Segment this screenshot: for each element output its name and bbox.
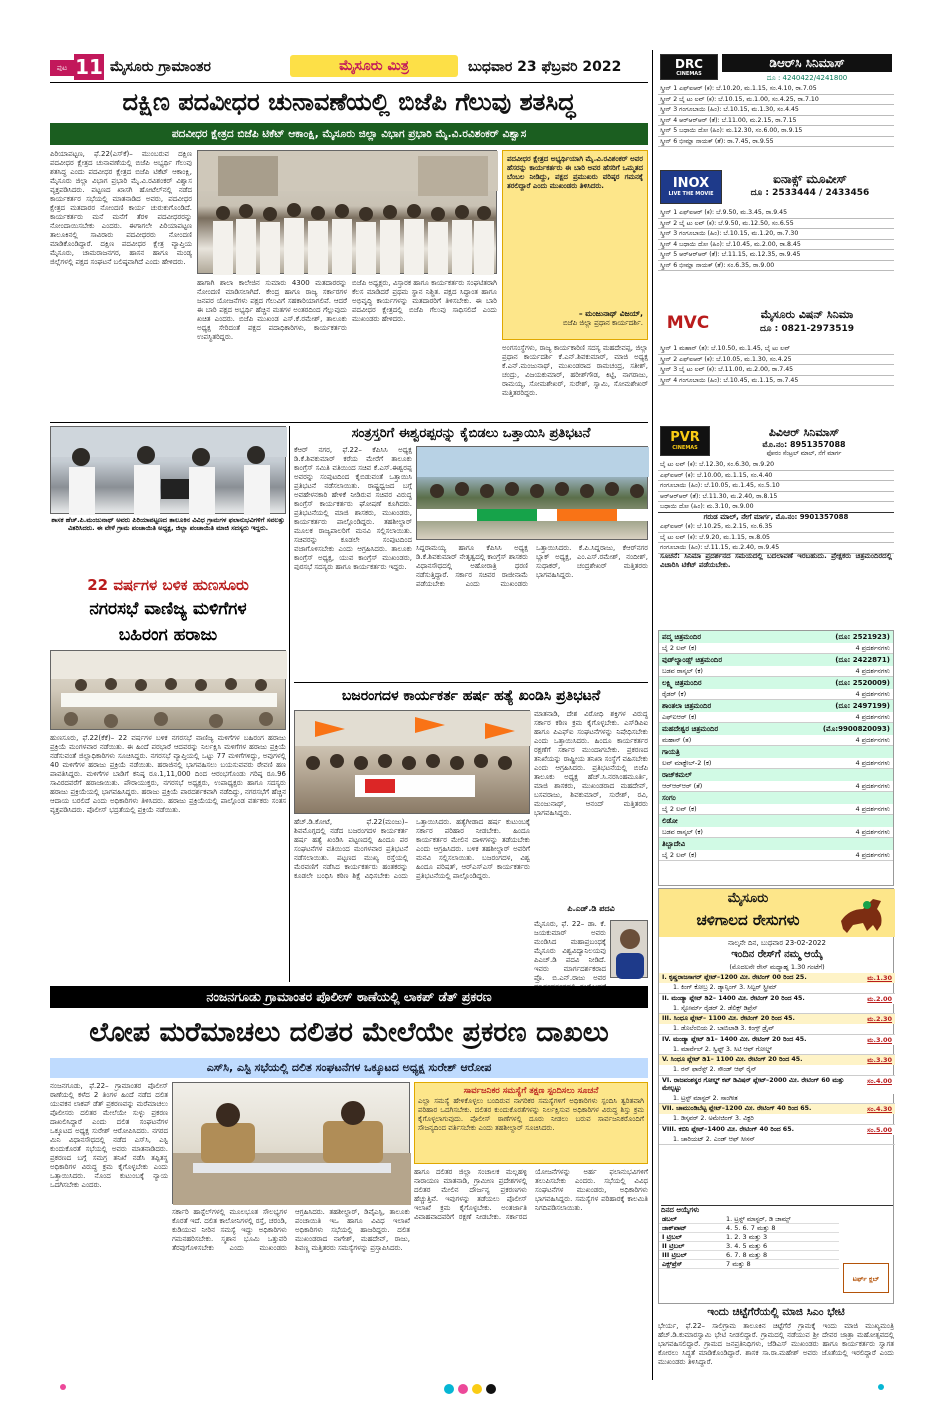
mvc-show-3: ಸ್ಕ್ರೀನ್ 3 ಬೈ ಟು ಲವ್ (ಕ): ಬೆ.11.00, ಮ.2.00, ರಾ.7.45 (658, 365, 894, 376)
race-title-row (659, 1055, 895, 1065)
lead-bottom-rule (50, 422, 648, 423)
lockup-body-left: ನಂಜನಗೂಡು, ಫೆ.22– ಗ್ರಾಮಾಂತರ ಪೊಲೀಸ್ ಠಾಣೆಯಲ್ಲಿ ಕಳೆದ 2 ತಿಂಗಳ ಹಿಂದೆ ನಡೆದ ದಲಿತ ಯುವಕನ ಲಾಕಪ್ ಡೆತ್ ಪ್ರಕರಣವನ್ನು ಮರೆಮಾಚಲು ಪೊಲೀಸರು ದಲಿತರ ಮೇಲೆಯೇ ಸುಳ್ಳು ಪ್ರಕರಣ ದಾಖಲಿಸಿದ್ದಾರೆ ಎಂದು ದಲಿತ ಸಂಘಟನೆಗಳ ಒಕ್ಕೂಟದ ಅಧ್ಯಕ್ಷ ಸುರೇಶ್ ಆರೋಪಿಸಿದರು. ನಗರದ ಮಿನಿ ವಿಧಾನಸೌಧದಲ್ಲಿ ನಡೆದ ಎಸ್‌ಸಿ, ಎಸ್ಟಿ ಕುಂದುಕೊರತೆ ಸಭೆಯಲ್ಲಿ ಅವರು ಮಾತನಾಡಿದರು. ಪ್ರಕರಣದ ಬಗ್ಗೆ ಸಮಗ್ರ ತನಿಖೆ ನಡೆಸಿ ತಪ್ಪಿತಸ್ಥ ಅಧಿಕಾರಿಗಳ ವಿರುದ್ಧ ಕ್ರಮ ಕೈಗೊಳ್ಳಬೇಕು ಎಂದು ಒತ್ತಾಯಿಸಿದರು. ನೊಂದ ಕುಟುಂಬಕ್ಕೆ ನ್ಯಾಯ ಒದಗಿಸಬೇಕು ಎಂದರು. (50, 1082, 168, 1189)
meeting-photo-graphic (51, 651, 287, 731)
page-number: 11 (75, 55, 103, 79)
mvc-logo: MVC (666, 313, 710, 333)
theatre-film: ಆರ್‌ಆರ್‌ಆರ್ (ತೆ) (662, 782, 703, 790)
inox-show-2: ಸ್ಕ್ರೀನ್ 2 ಬೈ ಟು ಲವ್ (ಕ): ಬೆ.9.50, ಮ.12.50, ಸಂ.6.55 (658, 219, 894, 230)
protest2-photo (294, 710, 530, 814)
protest2-body: ಹೆಚ್.ಡಿ.ಕೋಟೆ, ಫೆ.22(ಮಂಜು)– ಶಿವಮೊಗ್ಗದಲ್ಲಿ ನಡೆದ ಬಜರಂಗದಳ ಕಾರ್ಯಕರ್ತ ಹರ್ಷ ಹತ್ಯೆ ಖಂಡಿಸಿ ಪಟ್ಟಣದಲ್ಲಿ ಹಿಂದೂ ಪರ ಸಂಘಟನೆಗಳ ವತಿಯಿಂದ ಮಂಗಳವಾರ ಪ್ರತಿಭಟನೆ ನಡೆಸಲಾಯಿತು. ಪಟ್ಟಣದ ಮುಖ್ಯ ರಸ್ತೆಯಲ್ಲಿ ಮೆರವಣಿಗೆ ನಡೆಸಿದ ಕಾರ್ಯಕರ್ತರು ಹಂತಕರನ್ನು ಕೂಡಲೇ ಬಂಧಿಸಿ ಕಠಿಣ ಶಿಕ್ಷೆ ವಿಧಿಸಬೇಕು ಎಂದು ಒತ್ತಾಯಿಸಿದರು. ಹತ್ಯೆಗೀಡಾದ ಹರ್ಷ ಕುಟುಂಬಕ್ಕೆ ಸರ್ಕಾರ ಪರಿಹಾರ ನೀಡಬೇಕು. ಹಿಂದೂ ಕಾರ್ಯಕರ್ತರ ಮೇಲಿನ ದಾಳಿಗಳನ್ನು ತಡೆಯಬೇಕು ಎಂದು ಆಗ್ರಹಿಸಿದರು. ಬಳಿಕ ತಹಶೀಲ್ದಾರ್ ಅವರಿಗೆ ಮನವಿ ಸಲ್ಲಿಸಲಾಯಿತು. ಬಜರಂಗದಳ, ವಿಶ್ವ ಹಿಂದೂ ಪರಿಷತ್, ಆರ್‌ಎಸ್‌ಎಸ್ ಕಾರ್ಯಕರ್ತರು ಪ್ರತಿಭಟನೆಯಲ್ಲಿ ಪಾಲ್ಗೊಂಡಿದ್ದರು. (294, 818, 530, 880)
lead-body-mid: ಹಾಗಾಗಿ ಶಾಲಾ ಕಾಲೇಜಿನ ಸುಮಾರು 4300 ಮತದಾರರನ್ನು ನೋಂದಣಿ ಮಾಡಿಸಲಾಗಿದೆ. ಕೇಂದ್ರ ಹಾಗೂ ರಾಜ್ಯ ಸರ್ಕಾರಗಳ ಜನಪರ ಯೋಜನೆಗಳು ಪಕ್ಷದ ಗೆಲುವಿಗೆ ಸಹಕಾರಿಯಾಗಲಿವೆ. ಆದರೆ ಈ ಬಾರಿ ಪಕ್ಷದ ಅಭ್ಯರ್ಥಿ ಹೆಚ್ಚಿನ ಮತಗಳ ಅಂತರದಿಂದ ಗೆಲ್ಲುವುದು ಖಚಿತ ಎಂದರು. ಬಿಜೆಪಿ ಮುಖಂಡ ಎಸ್.ಕೆ.ರಮೇಶ್, ತಾಲೂಕು ಅಧ್ಯಕ್ಷ ಸೇರಿದಂತೆ ಪಕ್ಷದ ಪದಾಧಿಕಾರಿಗಳು, ಕಾರ್ಯಕರ್ತರು ಉಪಸ್ಥಿತರಿದ್ದರು. (197, 279, 347, 341)
race-title-row (659, 973, 895, 983)
theatre-film: ಬೈ 2 ಲವ್ (ಕ) (662, 805, 697, 813)
theatre-film-row (659, 643, 893, 654)
theatre-shows: 4 ಪ್ರದರ್ಶನಗಳು (855, 736, 890, 744)
race-tips: 1. ಡಿಸ್ಕವರ್ 2. ಅಮೇಜಿಂಗ್ 3. ವಿಕ್ಟರಿ (659, 1114, 895, 1125)
pvr-block (658, 422, 894, 588)
theatre-shows: 4 ಪ್ರದರ್ಶನಗಳು (855, 759, 890, 767)
race-title: V. ಸಿಂಧೂ ಪ್ಲೇಟ್ ಡಿ1– 1100 ಮೀ. ರೇಟಿಂಗ್ 20 ರಿಂದ 45. (662, 1056, 803, 1063)
theatre-phone: (ದೂ: 2422871) (835, 656, 890, 664)
theatre-film-row (659, 827, 893, 838)
theatre-name-row (659, 746, 893, 758)
left-column-rule (289, 426, 290, 982)
theatre-name: ಲಕ್ಷ್ಮಿ ಚಿತ್ರಮಂದಿರ (662, 679, 702, 687)
pvr2-showtimes (658, 522, 894, 554)
lead-headline: ದಕ್ಷಿಣ ಪದವೀಧರ ಚುನಾವಣೆಯಲ್ಲಿ ಬಿಜೆಪಿ ಗೆಲುವು ಶತಸಿದ್ಧ (122, 88, 576, 116)
mvc-show-1: ಸ್ಕ್ರೀನ್ 1 ಮಹಾನ್ (ತ): ಬೆ.10.50, ಮ.1.45, ಬೈ ಟು ಲವ್ (658, 344, 894, 355)
registration-mark-yellow (472, 1384, 482, 1394)
tote-value: 7 ಮತ್ತು 8 (726, 1260, 751, 1268)
lockup-kicker: ನಂಜನಗೂಡು ಗ್ರಾಮಾಂತರ ಪೊಲೀಸ್ ಠಾಣೆಯಲ್ಲಿ ಲಾಕಪ್ ಡೆತ್ ಪ್ರಕರಣ (50, 986, 648, 1008)
theatre-film-row (659, 689, 893, 700)
drc-show-4: ಸ್ಕ್ರೀನ್ 4 ಆರ್‌ಆರ್‌ಆರ್ (ತೆ): ಬೆ.11.00, ಮ.2.15, ರಾ.7.15 (658, 116, 894, 127)
theatre-film: ಬೈ 2 ಲವ್ (ಕ) (662, 851, 697, 859)
hunsur-photo (50, 650, 286, 730)
cinema-notice: ಸೂಚನೆ: ಸಿನಿಮಾ ಪ್ರದರ್ಶನದ ಸಮಯದಲ್ಲಿ ಬದಲಾವಣೆ ಇರಬಹುದು. ಪ್ರೇಕ್ಷಕರು ಚಿತ್ರಮಂದಿರದಲ್ಲಿ ವಿಚಾರಿಸಿ ಟಿಕೆಟ್ ಪಡೆಯಬೇಕು. (660, 552, 892, 569)
drc-block (658, 52, 894, 166)
mvc-phone: ದೂ : 0821-2973519 (759, 324, 855, 334)
protest1-body: ಕೆಆರ್ ನಗರ, ಫೆ.22– ಕೆಪಿಸಿಸಿ ಅಧ್ಯಕ್ಷ ಡಿ.ಕೆ.ಶಿವಕುಮಾರ್ ಕರೆಯ ಮೇರೆಗೆ ತಾಲೂಕು ಕಾಂಗ್ರೆಸ್ ಸಮಿತಿ ವತಿಯಿಂದ ಸಚಿವ ಕೆ.ಎಸ್.ಈಶ್ವರಪ್ಪ ಅವರನ್ನು ಸಂಪುಟದಿಂದ ಕೈಬಿಡುವಂತೆ ಒತ್ತಾಯಿಸಿ ಪ್ರತಿಭಟನೆ ನಡೆಸಲಾಯಿತು. ರಾಷ್ಟ್ರಧ್ವಜದ ಬಗ್ಗೆ ಅವಹೇಳನಕಾರಿ ಹೇಳಿಕೆ ನೀಡಿರುವ ಸಚಿವರ ವಿರುದ್ಧ ಕಾಂಗ್ರೆಸ್ ಕಾರ್ಯಕರ್ತರು ಘೋಷಣೆ ಕೂಗಿದರು. ಪ್ರತಿಭಟನೆಯಲ್ಲಿ ಮಾಜಿ ಶಾಸಕರು, ಮುಖಂಡರು, ಕಾರ್ಯಕರ್ತರು ಪಾಲ್ಗೊಂಡಿದ್ದರು. ತಹಶೀಲ್ದಾರ್ ಮೂಲಕ ರಾಜ್ಯಪಾಲರಿಗೆ ಮನವಿ ಸಲ್ಲಿಸಲಾಯಿತು. ಸಚಿವರನ್ನು ಕೂಡಲೇ ಸಂಪುಟದಿಂದ ವಜಾಗೊಳಿಸಬೇಕು ಎಂದು ಆಗ್ರಹಿಸಿದರು. ತಾಲೂಕು ಕಾಂಗ್ರೆಸ್ ಅಧ್ಯಕ್ಷ, ಯುವ ಕಾಂಗ್ರೆಸ್ ಮುಖಂಡರು, ಪುರಸಭೆ ಸದಸ್ಯರು ಹಾಗೂ ಕಾರ್ಯಕರ್ತರು ಇದ್ದರು. (294, 446, 412, 571)
registration-mark-left (60, 1384, 66, 1390)
theatre-name: ಗಾಯತ್ರಿ (662, 748, 680, 756)
mvc-show-4: ಸ್ಕ್ರೀನ್ 4 ಗಂಗೂಬಾಯಿ (ಹಿಂ): ಬೆ.10.45, ಮ.1.15, ರಾ.7.45 (658, 376, 894, 387)
theatre-shows: 4 ಪ್ರದರ್ಶನಗಳು (855, 782, 890, 790)
drc-show-6: ಸ್ಕ್ರೀನ್ 6 ಭೀಮ್ಲಾ ನಾಯಕ್ (ತೆ): ರಾ.7.45, ರಾ.9.55 (658, 137, 894, 148)
theatre-shows: 4 ಪ್ರದರ್ಶನಗಳು (855, 667, 890, 675)
race-title-row (659, 994, 895, 1004)
lead-quote-designation: ಬಿಜೆಪಿ ಜಿಲ್ಲಾ ಪ್ರಧಾನ ಕಾರ್ಯದರ್ಶಿ. (562, 319, 643, 327)
theatre-name: ಪದ್ಮ ಚಿತ್ರಮಂದಿರ (662, 633, 702, 641)
racing-title-2: ಚಳಿಗಾಲದ ರೇಸುಗಳು (696, 911, 800, 929)
race-tips: 1. ಡೊಲೆಂಬಿಯ 2. ಬಾಬಿಲಾಡಿ 3. ಕಿಂಗ್ಸ್ ಡ್ರೈವ್ (659, 1024, 895, 1035)
theatre-rows (659, 631, 893, 861)
theatre-film-row (659, 666, 893, 677)
theatre-film-row (659, 781, 893, 792)
theatre-film-row (659, 804, 893, 815)
theatre-name-row (659, 838, 893, 850)
pvr2-show-2: ಬೈ ಟು ಲವ್ (ಕ): ಬೆ.9.20, ಮ.1.15, ರಾ.8.05 (658, 533, 894, 544)
pvr-show-5: ಬಧಾಯಿ ದೋ (ಹಿಂ): ಮ.3.10, ರಾ.9.00 (658, 502, 894, 513)
theatre-name-row (659, 631, 893, 643)
tote-row (659, 1224, 839, 1233)
race-title-row (659, 1104, 895, 1114)
tote-key: ಜಾಕ್‌ಪಾಟ್ (662, 1224, 687, 1232)
theatre-shows: 4 ಪ್ರದರ್ಶನಗಳು (855, 690, 890, 698)
race-title: II. ಮಂಡ್ಯಾ ಪ್ಲೇಟ್ ಡಿ2– 1400 ಮೀ. ರೇಟಿಂಗ್ 20 ರಿಂದ 45. (662, 994, 805, 1002)
lockup-quote-title: ಸಾರ್ವಜನಿಕರ ಸಮಸ್ಯೆಗೆ ತಕ್ಷಣ ಸ್ಪಂದಿಸಲು ಸೂಚನೆ (463, 1086, 599, 1096)
tote-value: 1. ಟ್ರಸ್ಟ್ ಮಾಸ್ಟರ್, ಡಿ ಜಾಮ್ಸ್ (726, 1215, 791, 1223)
racing-tips-title: ಇಂದಿನ ರೇಸ್‌ಗೆ ನಮ್ಮ ಆಯ್ಕೆ (731, 949, 823, 960)
tote-row (659, 1260, 839, 1269)
race-time: ಸಂ.4.00 (867, 1076, 892, 1085)
theatre-film: ಲವ್ ಮಾಕ್ಟೇಲ್-2 (ಕ) (662, 759, 712, 767)
theatre-name-row (659, 677, 893, 689)
tote-value: 1. 2. 3 ಮತ್ತು 3 (726, 1233, 768, 1241)
drc-logo: DRC CINEMAS (660, 54, 718, 80)
pvr2-show-3: ಗಂಗೂಬಾಯಿ (ಹಿಂ): ಬೆ.11.15, ಮ.2.40, ರಾ.9.45 (658, 543, 894, 554)
handover-caption: ಶಾಸಕ ಹೆಚ್.ಪಿ.ಮಂಜುನಾಥ್ ಅವರು ಪಿರಿಯಾಪಟ್ಟಣದ ತಾಲೂಕಿನ ವಿವಿಧ ಗ್ರಾಮಗಳ ಫಲಾನುಭವಿಗಳಿಗೆ ಸವಲತ್ತು ವಿತರಿಸಿದರು. ಈ ವೇಳೆ ಗ್ರಾಮ ಪಂಚಾಯಿತಿ ಅಧ್ಯಕ್ಷ, ಜಿಲ್ಲಾ ಪಂಚಾಯಿತಿ ಮಾಜಿ ಸದಸ್ಯರು ಇದ್ದರು. (51, 516, 285, 532)
mvc-show-2: ಸ್ಕ್ರೀನ್ 2 ಎಫ್‌ಐಆರ್ (ಕ): ಬೆ.10.05, ಮ.1.30, ಸಂ.4.25 (658, 355, 894, 366)
tote-key: ಎಕ್ಸ್‌ಪ್ರೆಸ್ (662, 1260, 683, 1268)
turf-club-stamp: ಟರ್ಫ್ ಕ್ಲಬ್ (843, 1263, 889, 1293)
tote-key: II ಟ್ರಿಬಲ್ (662, 1242, 685, 1250)
tote-row (659, 1233, 839, 1242)
theatre-name: ವುಡ್‌ಲ್ಯಾಂಡ್ಸ್ ಚಿತ್ರಮಂದಿರ (662, 656, 723, 664)
theatre-film-row (659, 850, 893, 861)
theatre-phone: (ದೂ: 2520009) (835, 679, 890, 687)
section-name: ಮೈಸೂರು ಗ್ರಾಮಾಂತರ (110, 59, 211, 75)
theatre-name-row (659, 700, 893, 712)
lockup-quote-body: ಎಲ್ಲಾ ಸಮಸ್ಯೆ ಹೇಳಿಕೊಳ್ಳಲು ಬಂದಿರುವ ನಾಗರಿಕರ ಸಮಸ್ಯೆಗಳಿಗೆ ಅಧಿಕಾರಿಗಳು ಸ್ಪಂದಿಸಿ ತ್ವರಿತವಾಗಿ ಪರಿಹಾರ ಒದಗಿಸಬೇಕು. ದಲಿತರ ಕುಂದುಕೊರತೆಗಳನ್ನು ನಿರ್ಲಕ್ಷಿಸುವ ಅಧಿಕಾರಿಗಳ ವಿರುದ್ಧ ಶಿಸ್ತು ಕ್ರಮ ಕೈಗೊಳ್ಳಲಾಗುವುದು. ಪೊಲೀಸ್ ಠಾಣೆಗಳಲ್ಲಿ ದೂರು ನೀಡಲು ಬರುವ ಸಾರ್ವಜನಿಕರೊಂದಿಗೆ ಸೌಜನ್ಯದಿಂದ ವರ್ತಿಸಬೇಕು ಎಂದು ತಹಶೀಲ್ದಾರ್ ಸೂಚಿಸಿದರು. (418, 1097, 644, 1132)
theatre-name: ಮಹದೇಶ್ವರ ಚಿತ್ರಮಂದಿರ (662, 725, 719, 733)
race-time: ಮ.3.30 (867, 1056, 892, 1064)
theatre-film-row (659, 712, 893, 723)
hunsur-kicker: 22 ವರ್ಷಗಳ ಬಳಿಕ ಹುಣಸೂರು (87, 576, 249, 594)
lead-photo (197, 150, 497, 274)
mvc-block (658, 304, 894, 420)
racing-start: (ಮೊದಲನೇ ರೇಸ್ ಮಧ್ಯಾಹ್ನ 1.30 ಗಂಟೆಗೆ) (729, 963, 825, 971)
handover-photo-graphic (51, 427, 287, 515)
theatre-list (658, 630, 894, 886)
tote-row (659, 1242, 839, 1251)
issue-date: ಬುಧವಾರ 23 ಫೆಬ್ರವರಿ 2022 (468, 59, 622, 75)
portrait-graphic (611, 921, 649, 979)
theatre-name: ಸಂಗಂ (662, 794, 676, 802)
inox-show-5: ಸ್ಕ್ರೀನ್ 5 ಆರ್‌ಆರ್‌ಆರ್ (ತೆ): ಬೆ.11.15, ಮ.12.35, ರಾ.9.45 (658, 250, 894, 261)
hunsur-headline-2: ಬಹಿರಂಗ ಹರಾಜು (118, 625, 218, 645)
theatre-name-row (659, 815, 893, 827)
tote-value: 4. 5. 6. 7 ಮತ್ತು 8 (726, 1224, 776, 1232)
theatre-shows: 4 ಪ್ರದರ್ಶನಗಳು (855, 713, 890, 721)
lockup-subhead: ಎಸ್‌ಸಿ, ಎಸ್ಟಿ ಸಭೆಯಲ್ಲಿ ದಲಿತ ಸಂಘಟನೆಗಳ ಒಕ್ಕೂಟದ ಅಧ್ಯಕ್ಷ ಸುರೇಶ್ ಆರೋಪ (50, 1058, 648, 1078)
tote-row (659, 1251, 839, 1260)
inox-showtimes (658, 208, 894, 271)
pvr-name: ಪಿವಿಆರ್ ಸಿನಿಮಾಸ್ (768, 426, 840, 439)
inox-phone: ದೂ : 2533444 / 2433456 (750, 188, 870, 198)
registration-mark-magenta (458, 1384, 468, 1394)
race-title: IV. ಮಂಡ್ಯಾ ಪ್ಲೇಟ್ ಡಿ1– 1400 ಮೀ. ರೇಟಿಂಗ್ 20 ರಿಂದ 45. (662, 1035, 807, 1043)
racing-title-1: ಮೈಸೂರು (727, 891, 769, 906)
race-time: ಮ.2.30 (867, 1015, 892, 1023)
mvc-name: ಮೈಸೂರು ವಿಷನ್ ಸಿನಿಮಾ (760, 308, 854, 321)
theatre-phone: (ದೂ: 2497199) (835, 702, 890, 710)
race-time: ಮ.3.00 (867, 1035, 892, 1044)
protest2-headline: ಬಜರಂಗದಳ ಕಾರ್ಯಕರ್ತ ಹರ್ಷ ಹತ್ಯೆ ಖಂಡಿಸಿ ಪ್ರತಿಭಟನೆ (341, 688, 601, 704)
officials-photo-graphic (173, 1083, 411, 1205)
theatre-name: ತಿಬ್ಬಾದೇವಿ (662, 840, 686, 848)
pvr-show-2: ಎಫ್‌ಐಆರ್ (ಕ): ಬೆ.10.00, ಮ.1.15, ಸಂ.4.40 (658, 471, 894, 482)
tote-row (659, 1215, 839, 1224)
race-title-row (659, 1035, 895, 1045)
theatre-film-row (659, 758, 893, 769)
phd-title: ಪಿ.ಎಡ್.ಡಿ ಪದವಿ (567, 904, 615, 913)
lockup-headline: ಲೋಪ ಮರೆಮಾಚಲು ದಲಿತರ ಮೇಲೆಯೇ ಪ್ರಕರಣ ದಾಖಲು (89, 1017, 609, 1048)
drc-show-3: ಸ್ಕ್ರೀನ್ 3 ಗಂಗೂಬಾಯಿ (ಹಿಂ): ಬೆ.10.15, ಮ.1.30, ಸಂ.4.45 (658, 105, 894, 116)
racehorse-icon (837, 891, 891, 935)
lead-quote-signature: – ಮಂಜುನಾಥ್ ವಿಜಯ್, (578, 309, 643, 318)
race-tips: 1. ಮಾರ್ವೆಲ್ 2. ಸ್ವಿಫ್ಟ್ 3. ಸಿಟಿ ಆಫ್ ಗೋಲ್ಡ್ (659, 1045, 895, 1056)
pvr-phone: ಮೊ.ನಂ: 8951357088 (762, 440, 846, 449)
handover-photo (50, 426, 286, 514)
page-label: ಪುಟ (50, 60, 74, 76)
registration-mark-right (878, 1384, 884, 1390)
pvr-show-3: ಗಂಗೂಬಾಯಿ (ಹಿಂ): ಬೆ.10.05, ಮ.1.45, ಸಂ.5.10 (658, 481, 894, 492)
registration-mark-cyan (444, 1384, 454, 1394)
group-photo-graphic (198, 151, 498, 275)
protest1-body2: ಸಿದ್ದರಾಮಯ್ಯ ಹಾಗೂ ಕೆಪಿಸಿಸಿ ಅಧ್ಯಕ್ಷ ಡಿ.ಕೆ.ಶಿವಕುಮಾರ್ ನೇತೃತ್ವದಲ್ಲಿ ಕಾಂಗ್ರೆಸ್ ಶಾಸಕರು ವಿಧಾನಸೌಧದಲ್ಲಿ ಅಹೋರಾತ್ರಿ ಧರಣಿ ನಡೆಸುತ್ತಿದ್ದಾರೆ. ಸರ್ಕಾರ ಸಚಿವರ ರಾಜೀನಾಮೆ ಪಡೆಯಬೇಕು ಎಂದು ಮುಖಂಡರು ಒತ್ತಾಯಿಸಿದರು. ಕೆ.ಪಿ.ಸಿದ್ದರಾಜು, ಕೆಆರ್‌ನಗರ ಬ್ಲಾಕ್ ಅಧ್ಯಕ್ಷ, ಎಂ.ಎಸ್.ರಮೇಶ್, ನಂದೀಶ್, ಸುಧಾಕರ್, ಚಂದ್ರಶೇಖರ್ ಮತ್ತಿತರರು ಭಾಗವಹಿಸಿದ್ದರು. (416, 544, 648, 588)
theatre-name: ಶಾಂತಲಾ ಚಿತ್ರಮಂದಿರ (662, 702, 712, 710)
theatre-name-row (659, 769, 893, 781)
racing-day: ನಾಲ್ಕನೇ ದಿನ, ಬುಧವಾರ 23-02-2022 (728, 939, 826, 947)
tote-value: 3. 4. 5 ಮತ್ತು 6 (726, 1242, 768, 1250)
theatre-film-row (659, 735, 893, 746)
racing-block (658, 888, 894, 1304)
cm-visit-headline: ಇಂದು ಚಿಟ್ಟೆಗೆರೆಯಲ್ಲಿ ಮಾಜಿ ಸಿಎಂ ಭೇಟಿ (707, 1306, 845, 1318)
inox-show-4: ಸ್ಕ್ರೀನ್ 4 ಬಧಾಯಿ ದೋ (ಹಿಂ): ಬೆ.10.45, ಮ.2.00, ರಾ.8.45 (658, 240, 894, 251)
race-title-row (659, 1076, 895, 1094)
theatre-film: ಮಹಾನ್ (ತ) (662, 736, 692, 744)
race-title-row (659, 1125, 895, 1135)
drc-show-2: ಸ್ಕ್ರೀನ್ 2 ಬೈ ಟು ಲವ್ (ಕ): ಬೆ.10.15, ಮ.1.00, ಸಂ.4.25, ರಾ.7.10 (658, 95, 894, 106)
phd-portrait (610, 920, 648, 978)
inox-block (658, 168, 894, 302)
lead-body-left: ಪಿರಿಯಾಪಟ್ಟಣ, ಫೆ.22(ಎಸ್‌ಕೆ)– ಮುಂಬರುವ ದಕ್ಷಿಣ ಪದವೀಧರ ಕ್ಷೇತ್ರದ ಚುನಾವಣೆಯಲ್ಲಿ ಬಿಜೆಪಿ ಅಭ್ಯರ್ಥಿ ಗೆಲುವು ಶತಸಿದ್ಧ ಎಂದು ಪದವೀಧರ ಕ್ಷೇತ್ರದ ಬಿಜೆಪಿ ಟಿಕೆಟ್ ಆಕಾಂಕ್ಷಿ, ಮೈಸೂರು ಜಿಲ್ಲಾ ವಿಭಾಗ ಪ್ರಭಾರಿ ಮೈ.ವಿ.ರವಿಶಂಕರ್ ವಿಶ್ವಾಸ ವ್ಯಕ್ತಪಡಿಸಿದರು. ಪಟ್ಟಣದ ಖಾಸಗಿ ಹೋಟೆಲ್‌ನಲ್ಲಿ ನಡೆದ ಕಾರ್ಯಕರ್ತರ ಸಭೆಯಲ್ಲಿ ಮಾತನಾಡಿದ ಅವರು, ಪದವೀಧರ ಕ್ಷೇತ್ರದ ಮತದಾರರ ನೋಂದಣಿ ಕಾರ್ಯ ಚುರುಕುಗೊಂಡಿದೆ. ಕಾರ್ಯಕರ್ತರು ಮನೆ ಮನೆಗೆ ತೆರಳಿ ಪದವೀಧರರನ್ನು ನೋಂದಾಯಿಸಬೇಕು ಎಂದರು. ಈಗಾಗಲೇ ಪಿರಿಯಾಪಟ್ಟಣ ತಾಲೂಕಿನಲ್ಲಿ ಸಾವಿರಾರು ಪದವೀಧರರು ನೋಂದಣಿ ಮಾಡಿಕೊಂಡಿದ್ದಾರೆ. ದಕ್ಷಿಣ ಪದವೀಧರ ಕ್ಷೇತ್ರ ವ್ಯಾಪ್ತಿಯ ಮೈಸೂರು, ಚಾಮರಾಜನಗರ, ಹಾಸನ ಹಾಗೂ ಮಂಡ್ಯ ಜಿಲ್ಲೆಗಳಲ್ಲಿ ಪಕ್ಷದ ಸಂಘಟನೆ ಬಲಿಷ್ಠವಾಗಿದೆ ಎಂದು ಹೇಳಿದರು. (50, 150, 192, 266)
phd-body: ಮೈಸೂರು, ಫೆ. 22– ಡಾ. ಕೆ. ಜಯಕುಮಾರ್ ಅವರು ಮಂಡಿಸಿದ ಮಹಾಪ್ರಬಂಧಕ್ಕೆ ಮೈಸೂರು ವಿಶ್ವವಿದ್ಯಾನಿಲಯವು ಪಿಎಚ್‌.ಡಿ ಪದವಿ ನೀಡಿದೆ. ಇವರು ಮಾರ್ಗದರ್ಶಕರಾದ ಪ್ರೊ. ಬಿ.ಎನ್.ರಾಜು ಅವರ (534, 920, 606, 982)
lead-body-mid2: ಬಿಜೆಪಿ ಅಧ್ಯಕ್ಷರು, ವಿಸ್ತಾರಕ ಹಾಗೂ ಕಾರ್ಯಕರ್ತರು ಸಂಘಟಿತರಾಗಿ ಕೆಲಸ ಮಾಡಿದರೆ ಪ್ರಥಮ ಸ್ಥಾನ ನಿಶ್ಚಿತ. ಪಕ್ಷದ ಸಿದ್ಧಾಂತ ಹಾಗೂ ಅಭಿವೃದ್ಧಿ ಕಾರ್ಯಗಳನ್ನು ಮತದಾರರಿಗೆ ತಿಳಿಸಬೇಕು. ಈ ಬಾರಿ ಪದವೀಧರ ಕ್ಷೇತ್ರದಲ್ಲಿ ಬಿಜೆಪಿ ಗೆಲುವು ಸಾಧಿಸಲಿದೆ ಎಂದು ಮುಖಂಡರು ಹೇಳಿದರು. (352, 279, 497, 323)
race-title: III. ಸಿಂಧೂ ಪ್ಲೇಟ್– 1100 ಮೀ. ರೇಟಿಂಗ್ 20 ರಿಂದ 45. (662, 1015, 795, 1022)
lockup-body-right: ಹಾಗೂ ದಲಿತರ ಜಿಲ್ಲಾ ಸಂಚಾಲಕ ಮಲ್ಲಹಳ್ಳಿ ನಾರಾಯಣ ಮಾತನಾಡಿ, ಗ್ರಾಮೀಣ ಪ್ರದೇಶಗಳಲ್ಲಿ ದಲಿತರ ಮೇಲಿನ ದೌರ್ಜನ್ಯ ಪ್ರಕರಣಗಳು ಹೆಚ್ಚುತ್ತಿವೆ. ಇವುಗಳನ್ನು ತಡೆಯಲು ಪೊಲೀಸ್ ಇಲಾಖೆ ಕ್ರಮ ಕೈಗೊಳ್ಳಬೇಕು. ಅಂತರ್ಜಾತಿ ವಿವಾಹವಾದವರಿಗೆ ರಕ್ಷಣೆ ನೀಡಬೇಕು. ಸರ್ಕಾರದ ಯೋಜನೆಗಳನ್ನು ಅರ್ಹ ಫಲಾನುಭವಿಗಳಿಗೆ ತಲುಪಿಸಬೇಕು ಎಂದರು. ಸಭೆಯಲ್ಲಿ ವಿವಿಧ ಸಂಘಟನೆಗಳ ಮುಖಂಡರು, ಅಧಿಕಾರಿಗಳು ಭಾಗವಹಿಸಿದ್ದರು. ಸಮಸ್ಯೆಗಳ ಪರಿಹಾರಕ್ಕೆ ಕಾಲಮಿತಿ ನಿಗದಿಪಡಿಸಲಾಯಿತು. (414, 1168, 648, 1221)
race-tips: 1. ಸ್ಟೋರ್ಮ್ ರೈಡರ್ 2. ಡೆಲಿಕ್ಸ್ ಡಿಪ್ರೆಸ್ (659, 1004, 895, 1015)
tote-key: I ಟ್ರಿಬಲ್ (662, 1233, 682, 1241)
race-time: ಮ.2.00 (867, 994, 892, 1003)
drc-show-1: ಸ್ಕ್ರೀನ್ 1 ಎಫ್‌ಐಆರ್ (ಕ): ಬೆ.10.20, ಮ.1.15, ಸಂ.4.10, ರಾ.7.05 (658, 84, 894, 95)
theatre-film: ಬಡವ ರಾಸ್ಕಲ್ (ಕ) (662, 667, 703, 675)
lead-quote-text: ಪದವೀಧರ ಕ್ಷೇತ್ರದ ಅಭ್ಯರ್ಥಿಯಾಗಿ ಮೈ.ವಿ.ರವಿಶಂಕರ್ ಅವರ ಹೆಸರನ್ನು ಕಾರ್ಯಕರ್ತರು ಈ ಬಾರಿ ಅವರ ಹೆಸರಿಗೆ ಒಮ್ಮತದ ಬೆಂಬಲ ನೀಡಿದ್ದು, ಪಕ್ಷದ ಪ್ರಮುಖರು ವರಿಷ್ಠರ ಗಮನಕ್ಕೆ ತರಲಿದ್ದಾರೆ ಎಂದು ಮುಖಂಡರು ತಿಳಿಸಿದರು. (507, 155, 643, 190)
protest2-body2: ಮಾತನಾಡಿ, ದೇಶ ವಿರೋಧಿ ಶಕ್ತಿಗಳ ವಿರುದ್ಧ ಸರ್ಕಾರ ಕಠಿಣ ಕ್ರಮ ಕೈಗೊಳ್ಳಬೇಕು. ಎಸ್‌ಡಿಪಿಐ ಹಾಗೂ ಪಿಎಫ್‌ಐ ಸಂಘಟನೆಗಳನ್ನು ನಿಷೇಧಿಸಬೇಕು ಎಂದು ಒತ್ತಾಯಿಸಿದರು. ಹಿಂದೂ ಕಾರ್ಯಕರ್ತರ ರಕ್ಷಣೆಗೆ ಸರ್ಕಾರ ಮುಂದಾಗಬೇಕು. ಪ್ರಕರಣದ ತನಿಖೆಯನ್ನು ರಾಷ್ಟ್ರೀಯ ತನಿಖಾ ಸಂಸ್ಥೆಗೆ ವಹಿಸಬೇಕು ಎಂದು ಆಗ್ರಹಿಸಿದರು. ಪ್ರತಿಭಟನೆಯಲ್ಲಿ ಬಿಜೆಪಿ ತಾಲೂಕು ಅಧ್ಯಕ್ಷ ಹೆಚ್.ಸಿ.ನರಸಿಂಹಮೂರ್ತಿ, ಮಾಜಿ ಶಾಸಕರು, ಮುಖಂಡರಾದ ಮಹದೇವ್, ಬಸವರಾಜು, ಶಿವಕುಮಾರ್, ಸುರೇಶ್, ರವಿ, ಮಂಜುನಾಥ್, ಆನಂದ್ ಮತ್ತಿತರರು ಭಾಗವಹಿಸಿದ್ದರು. (534, 710, 648, 817)
drc-show-5: ಸ್ಕ್ರೀನ್ 5 ಬಧಾಯಿ ದೋ (ಹಿಂ): ಮ.12.30, ಸಂ.6.00, ರಾ.9.15 (658, 126, 894, 137)
lead-body-right: ಅಂಗಸಂಸ್ಥೆಗಳು, ರಾಜ್ಯ ಕಾರ್ಯಕಾರಿಣಿ ಸದಸ್ಯ ಮಹದೇವಪ್ಪ, ಜಿಲ್ಲಾ ಪ್ರಧಾನ ಕಾರ್ಯದರ್ಶಿ ಕೆ.ಎನ್.ಶಿವಕುಮಾರ್, ಮಾಜಿ ಅಧ್ಯಕ್ಷ ಕೆ.ಎನ್.ಮಂಜುನಾಥ್, ಮುಖಂಡರಾದ ರಾಮಚಂದ್ರ, ಸತೀಶ್, ಚಂದ್ರು, ವಿಜಯಕುಮಾರ್, ಹರೀಶ್‌ಗೌಡ, ಕಿಟ್ಟಿ, ನಾಗರಾಜು, ರಾಮಯ್ಯ, ಸೋಮಶೇಖರ್, ಸುರೇಶ್, ಸ್ವಾಮಿ, ಸೋಮಶೇಖರ್ ಮತ್ತಿತರರಿದ್ದರು. (502, 344, 648, 397)
protest1-photo (416, 446, 648, 540)
pvr2-heading: ಗರುಡ ಮಾಲ್, ನೇಗೆ ಮಾರ್ಗ, ಮೊ.ನಂ: 9901357088 (658, 512, 894, 522)
page-header (50, 54, 648, 80)
theatre-shows: 4 ಪ್ರದರ್ಶನಗಳು (855, 828, 890, 836)
race-title: VII. ಚಾಮುಂಡಿಬೆಟ್ಟ ಪ್ಲೇಟ್–1200 ಮೀ. ರೇಟಿಂಗ್ 40 ರಿಂದ 65. (662, 1105, 812, 1112)
phd-notice (534, 904, 648, 918)
lockup-photo (172, 1082, 410, 1204)
pvr-show-1: ಬೈ ಟು ಲವ್ (ಕ): ಬೆ.12.30, ಸಂ.6.30, ರಾ.9.20 (658, 460, 894, 471)
pvr-showtimes (658, 460, 894, 513)
hunsur-body: ಹುಣಸೂರು, ಫೆ.22(ಕೆಕೆ)– 22 ವರ್ಷಗಳ ಬಳಿಕ ನಗರಸಭೆ ವಾಣಿಜ್ಯ ಮಳಿಗೆಗಳ ಬಹಿರಂಗ ಹರಾಜು ಪ್ರಕ್ರಿಯೆ ಮಂಗಳವಾರ ನಡೆಯಿತು. ಈ ಹಿಂದೆ ಪರಭಾರೆ ಆದವರನ್ನು ನಿರ್ಲಕ್ಷಿಸಿ ಮಳಿಗೆಗಳ ಹರಾಜು ಪ್ರಕ್ರಿಯೆ ನಡೆಸುವಂತೆ ಜಿಲ್ಲಾಧಿಕಾರಿಗಳು ಸೂಚಿಸಿದ್ದರು. ನಗರಸಭೆ ವ್ಯಾಪ್ತಿಯಲ್ಲಿ ಒಟ್ಟು 77 ಮಳಿಗೆಗಳಿದ್ದು, ಅವುಗಳಲ್ಲಿ 40 ಮಳಿಗೆಗಳ ಹರಾಜು ಪ್ರಕ್ರಿಯೆ ನಡೆಯಿತು. ಹರಾಜಿನಲ್ಲಿ ಭಾಗವಹಿಸಲು ಬಯಸುವವರು ಠೇವಣಿ ಹಣ ಪಾವತಿಸಿದ್ದರು. ಮಳಿಗೆಗಳ ಬಾಡಿಗೆ ಕನಿಷ್ಠ ರೂ.1,11,000 ದಿಂದ ಆರಂಭಗೊಂಡು ಗರಿಷ್ಠ ರೂ.96 ಸಾವಿರದವರೆಗೆ ಹರಾಜಾಯಿತು. ಪೌರಾಯುಕ್ತರು, ನಗರಸಭೆ ಅಧ್ಯಕ್ಷರು, ಉಪಾಧ್ಯಕ್ಷರು ಹಾಗೂ ಸದಸ್ಯರು ಹರಾಜು ಪ್ರಕ್ರಿಯೆಯಲ್ಲಿ ಭಾಗವಹಿಸಿದ್ದರು. ಹರಾಜು ಪ್ರಕ್ರಿಯೆ ಪಾರದರ್ಶಕವಾಗಿ ನಡೆದಿದ್ದು, ನಗರಸಭೆಗೆ ಹೆಚ್ಚಿನ ಆದಾಯ ಬರಲಿದೆ ಎಂದು ಅಧಿಕಾರಿಗಳು ತಿಳಿಸಿದರು. ಹರಾಜು ಪ್ರಕ್ರಿಯೆಯಲ್ಲಿ ಪಾಲ್ಗೊಂಡ ವರ್ತಕರು ಸಂತಸ ವ್ಯಕ್ತಪಡಿಸಿದರು. ಪೊಲೀಸ್ ಭದ್ರತೆಯಲ್ಲಿ ಪ್ರಕ್ರಿಯೆ ನಡೆಯಿತು. (50, 734, 286, 814)
theatre-film: ಎಫ್‌ಐಆರ್ (ಕ) (662, 713, 697, 721)
drc-showtimes (658, 84, 894, 147)
header-rule (50, 82, 648, 83)
hunsur-headline-1: ನಗರಸಭೆ ವಾಣಿಜ್ಯ ಮಳಿಗೆಗಳ (89, 599, 247, 619)
inox-show-3: ಸ್ಕ್ರೀನ್ 3 ಗಂಗೂಬಾಯಿ (ಹಿಂ): ಬೆ.10.15, ಮ.1.20, ರಾ.7.30 (658, 229, 894, 240)
theatre-name-row (659, 792, 893, 804)
tote-value: 6. 7. 8 ಮತ್ತು 8 (726, 1251, 768, 1259)
registration-mark-black (486, 1384, 496, 1394)
race-time: ಸಂ.5.00 (867, 1125, 892, 1134)
inox-name: ಐನಾಕ್ಸ್ ಮೂವೀಸ್ (773, 172, 847, 186)
racing-header (659, 889, 895, 937)
pvr-address: ಫೋರಂ ಸೆಂಟ್ರಲ್ ಮಾಲ್, ನೆಗೆ ಮಾರ್ಗ (766, 450, 842, 457)
theatre-film: ಬಡವ ರಾಸ್ಕಲ್ (ಕ) (662, 828, 703, 836)
race-title-row (659, 1014, 895, 1024)
lead-subhead: ಪದವೀಧರ ಕ್ಷೇತ್ರದ ಬಿಜೆಪಿ ಟಿಕೆಟ್ ಆಕಾಂಕ್ಷಿ, ಮೈಸೂರು ಜಿಲ್ಲಾ ವಿಭಾಗ ಪ್ರಭಾರಿ ಮೈ.ವಿ.ರವಿಶಂಕರ್ ವಿಶ್ವಾಸ (50, 123, 648, 145)
mvc-showtimes (658, 344, 894, 386)
cm-visit-body: ಭೇರ್ಯ, ಫೆ.22– ಸಾಲಿಗ್ರಾಮ ತಾಲೂಕಿನ ಚಿಟ್ಟೆಗೆರೆ ಗ್ರಾಮಕ್ಕೆ ಇಂದು ಮಾಜಿ ಮುಖ್ಯಮಂತ್ರಿ ಹೆಚ್.ಡಿ.ಕುಮಾರಸ್ವಾಮಿ ಭೇಟಿ ನೀಡಲಿದ್ದಾರೆ. ಗ್ರಾಮದಲ್ಲಿ ನಡೆಯುವ ಶ್ರೀ ದೇವರ ಜಾತ್ರಾ ಮಹೋತ್ಸವದಲ್ಲಿ ಭಾಗವಹಿಸಲಿದ್ದಾರೆ. ಗ್ರಾಮದ ಜನಪ್ರತಿನಿಧಿಗಳು, ಜೆಡಿಎಸ್ ಮುಖಂಡರು ಹಾಗೂ ಕಾರ್ಯಕರ್ತರು ಸ್ವಾಗತ ಕೋರಲು ಸಿದ್ಧತೆ ಮಾಡಿಕೊಂಡಿದ್ದಾರೆ. ಶಾಸಕ ಸಾ.ರಾ.ಮಹೇಶ್ ಅವರು ಜೊತೆಯಲ್ಲಿ ಇರಲಿದ್ದಾರೆ ಎಂದು ಮುಖಂಡರು ತಿಳಿಸಿದ್ದಾರೆ. (658, 1322, 894, 1366)
pvr-show-4: ಆರ್‌ಆರ್‌ಆರ್ (ತೆ): ಬೆ.11.30, ಮ.2.40, ರಾ.8.15 (658, 492, 894, 503)
protest-divider (294, 682, 648, 683)
theatre-phone: (ಮೊ:9900820093) (822, 725, 890, 733)
race-tips: 1. ಟ್ರಸ್ಟ್ ಮಾಸ್ಟರ್ 2. ಸಾಂಗೀತ (659, 1094, 895, 1105)
theatre-name-row (659, 654, 893, 666)
lead-quote-box (502, 150, 648, 340)
inox-logo: INOX LIVE THE MOVIE (660, 170, 722, 204)
inox-show-1: ಸ್ಕ್ರೀನ್ 1 ಎಫ್‌ಐಆರ್ (ಕ): ಬೆ.9.50, ಮ.3.45, ರಾ.9.45 (658, 208, 894, 219)
theatre-name: ರಾಜ್‌ಕಮಲ್ (662, 771, 692, 779)
lockup-body-mid: ಸರ್ಕಾರಿ ಹಾಸ್ಟೆಲ್‌ಗಳಲ್ಲಿ ಮೂಲಭೂತ ಸೌಲಭ್ಯಗಳ ಕೊರತೆ ಇದೆ. ದಲಿತ ಕಾಲೋನಿಗಳಲ್ಲಿ ರಸ್ತೆ, ಚರಂಡಿ, ಕುಡಿಯುವ ನೀರಿನ ಸಮಸ್ಯೆ ಇದ್ದು ಅಧಿಕಾರಿಗಳು ಗಮನಹರಿಸಬೇಕು. ಸ್ಮಶಾನ ಭೂಮಿ ಒತ್ತುವರಿ ತೆರವುಗೊಳಿಸಬೇಕು ಎಂದು ಮುಖಂಡರು ಆಗ್ರಹಿಸಿದರು. ತಹಶೀಲ್ದಾರ್, ಡಿವೈಎಸ್ಪಿ, ತಾಲೂಕು ಪಂಚಾಯಿತಿ ಇಒ ಹಾಗೂ ವಿವಿಧ ಇಲಾಖೆ ಅಧಿಕಾರಿಗಳು ಸಭೆಯಲ್ಲಿ ಹಾಜರಿದ್ದರು. ದಲಿತ ಮುಖಂಡರಾದ ನಾಗೇಶ್, ಮಹದೇವ್, ರಾಜು, ಶಿವಣ್ಣ ಮತ್ತಿತರರು ಸಮಸ್ಯೆಗಳನ್ನು ಪ್ರಸ್ತಾಪಿಸಿದರು. (172, 1208, 410, 1252)
race-time: ಮ.1.30 (867, 974, 892, 982)
pvr2-show-1: ಎಫ್‌ಐಆರ್ (ಕ): ಬೆ.10.25, ಮ.2.15, ಸಂ.6.35 (658, 522, 894, 533)
race-title: VI. ರಾಜವಂಶಸ್ಥರ ಗೋಲ್ಡ್ ಕಪ್ ಡಿವಿಷನ್ ಪ್ಲೇಟ್–2000 ಮೀ. ರೇಟಿಂಗ್ 60 ಮತ್ತು ಮೇಲ್ಪಟ್ಟು (662, 1076, 845, 1092)
theatre-shows: 4 ಪ್ರದರ್ಶನಗಳು (855, 851, 890, 859)
race-title: I. ಕೃಷ್ಣರಾಜಸಾಗರ್ ಪ್ಲೇಟ್–1200 ಮೀ. ರೇಟಿಂಗ್ 00 ರಿಂದ 25. (662, 974, 807, 981)
pvr-logo: PVR CINEMAS (660, 426, 710, 456)
race-time: ಸಂ.4.30 (867, 1105, 892, 1113)
theatre-film: ರೈಡರ್ (ಕ) (662, 690, 687, 698)
drc-name: ಡಿಆರ್‌ಸಿ ಸಿನಿಮಾಸ್ (722, 54, 892, 72)
protest1-photo-graphic (417, 447, 649, 541)
race-tips: 1. ಕಿಂಗ್ ಕೋಬ್ರ 2. ಡ್ಯಾನ್ಸಿಂಗ್ 3. ಸಿಲ್ವರ್ ಸ್ಟ್ರೀಮ್ (659, 983, 895, 994)
race-title: VIII. ಕಬಿನಿ ಪ್ಲೇಟ್–1400 ಮೀ. ರೇಟಿಂಗ್ 40 ರಿಂದ 65. (662, 1125, 794, 1133)
protest2-photo-graphic (295, 711, 531, 815)
inox-show-6: ಸ್ಕ್ರೀನ್ 6 ಭೀಮ್ಲಾ ನಾಯಕ್ (ತೆ): ಸಂ.6.35, ರಾ.9.00 (658, 261, 894, 272)
theatre-name: ಲಿಡೋ (662, 817, 678, 825)
right-column-rule (652, 50, 653, 1380)
theatre-film: ಬೈ 2 ಲವ್ (ಕ) (662, 644, 697, 652)
race-tips: 1. ಚಾರಿಯಟ್ 2. ಎಂಡ್ ಆಫ್ ಸೀಸನ್ (659, 1135, 895, 1146)
masthead-logo: ಮೈಸೂರು ಮಿತ್ರ (290, 55, 458, 77)
tote-key: ಡಬಲ್ (662, 1215, 677, 1223)
totes-heading: ದಿನದ ಆಯ್ಕೆಗಳು (661, 1205, 893, 1215)
theatre-shows: 4 ಪ್ರದರ್ಶನಗಳು (855, 644, 890, 652)
tote-key: III ಟ್ರಿಬಲ್ (662, 1251, 687, 1259)
race-tips: 1. ರನ್ ಫಾರೆಸ್ಟ್ 2. ಸೌಂಡ್ ಆಫ್ ರೈನ್ (659, 1065, 895, 1076)
protest1-headline: ಸಂತ್ರಸ್ತರಿಗೆ ಈಶ್ವರಪ್ಪರನ್ನು ಕೈಬಿಡಲು ಒತ್ತಾಯಿಸಿ ಪ್ರತಿಭಟನೆ (351, 426, 591, 441)
drc-phone: ದೂ : 4240422/4241800 (766, 74, 848, 82)
lockup-quote-box (414, 1082, 648, 1164)
theatre-phone: (ದೂ: 2521923) (835, 633, 890, 641)
tote-list (659, 1215, 839, 1269)
theatre-name-row (659, 723, 893, 735)
race-list (659, 973, 895, 1145)
theatre-shows: 4 ಪ್ರದರ್ಶನಗಳು (855, 805, 890, 813)
